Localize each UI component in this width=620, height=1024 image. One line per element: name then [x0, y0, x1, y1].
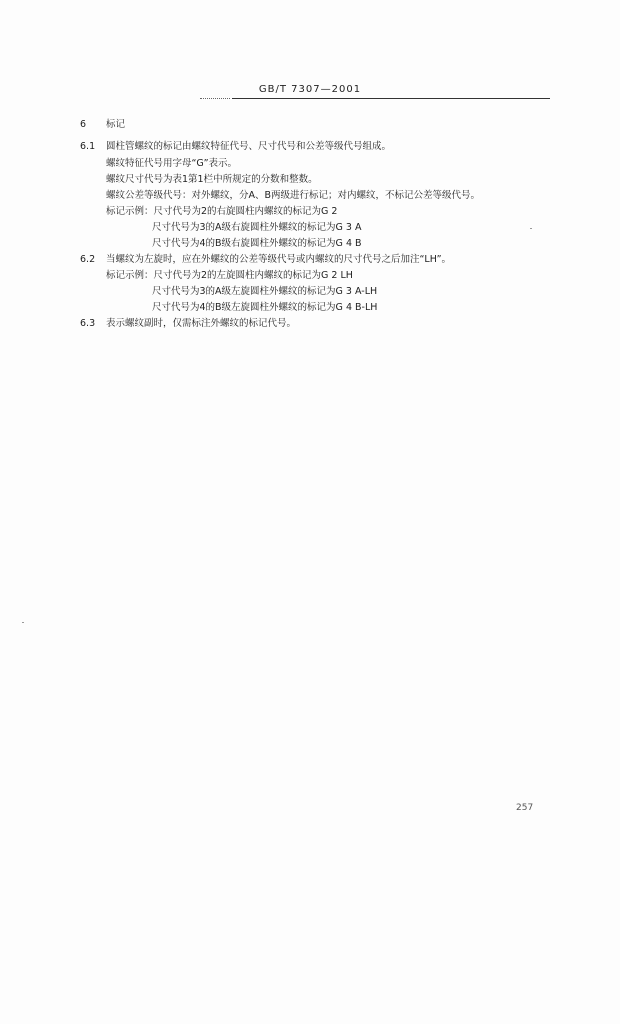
page-header: GB/T 7307—2001 [258, 84, 362, 95]
clause-number: 6.1 [80, 141, 96, 152]
clause-6-1-example-1: 标记示例：尺寸代号为2的右旋圆柱内螺纹的标记为G 2 [106, 206, 338, 217]
scan-speck [22, 622, 24, 623]
clause-6-2-line-1 [80, 254, 451, 266]
clause-6-1-line-3: 螺纹尺寸代号为表1第1栏中所规定的分数和整数。 [106, 174, 318, 185]
clause-6-1-line-1 [80, 141, 391, 153]
clause-6-1-example-3: 尺寸代号为4的B级右旋圆柱外螺纹的标记为G 4 B [152, 238, 362, 249]
clause-6-2-example-1: 标记示例：尺寸代号为2的左旋圆柱内螺纹的标记为G 2 LH [106, 270, 353, 281]
clause-6-2-example-2: 尺寸代号为3的A级左旋圆柱外螺纹的标记为G 3 A-LH [152, 286, 378, 297]
header-rule-dotted [200, 98, 230, 100]
section-title: 标记 [106, 119, 126, 130]
section-number: 6 [80, 119, 87, 130]
clause-number: 6.3 [80, 318, 96, 329]
clause-text: 当螺纹为左旋时，应在外螺纹的公差等级代号或内螺纹的尺寸代号之后加注“LH”。 [106, 254, 451, 265]
clause-6-1-example-2: 尺寸代号为3的A级右旋圆柱外螺纹的标记为G 3 A [152, 222, 362, 233]
section-heading [80, 119, 125, 131]
clause-text: 圆柱管螺纹的标记由螺纹特征代号、尺寸代号和公差等级代号组成。 [106, 141, 392, 152]
clause-6-3-line-1 [80, 318, 296, 330]
header-rule [232, 98, 550, 99]
clause-6-2-example-3: 尺寸代号为4的B级左旋圆柱外螺纹的标记为G 4 B-LH [152, 302, 378, 313]
page-number: 257 [516, 803, 534, 813]
scan-speck [530, 228, 532, 229]
clause-6-1-line-2: 螺纹特征代号用字母“G”表示。 [106, 158, 237, 169]
clause-text: 表示螺纹副时，仅需标注外螺纹的标记代号。 [106, 318, 297, 329]
clause-6-1-line-4: 螺纹公差等级代号：对外螺纹，分A、B两级进行标记；对内螺纹，不标记公差等级代号。 [106, 190, 481, 201]
clause-number: 6.2 [80, 254, 96, 265]
